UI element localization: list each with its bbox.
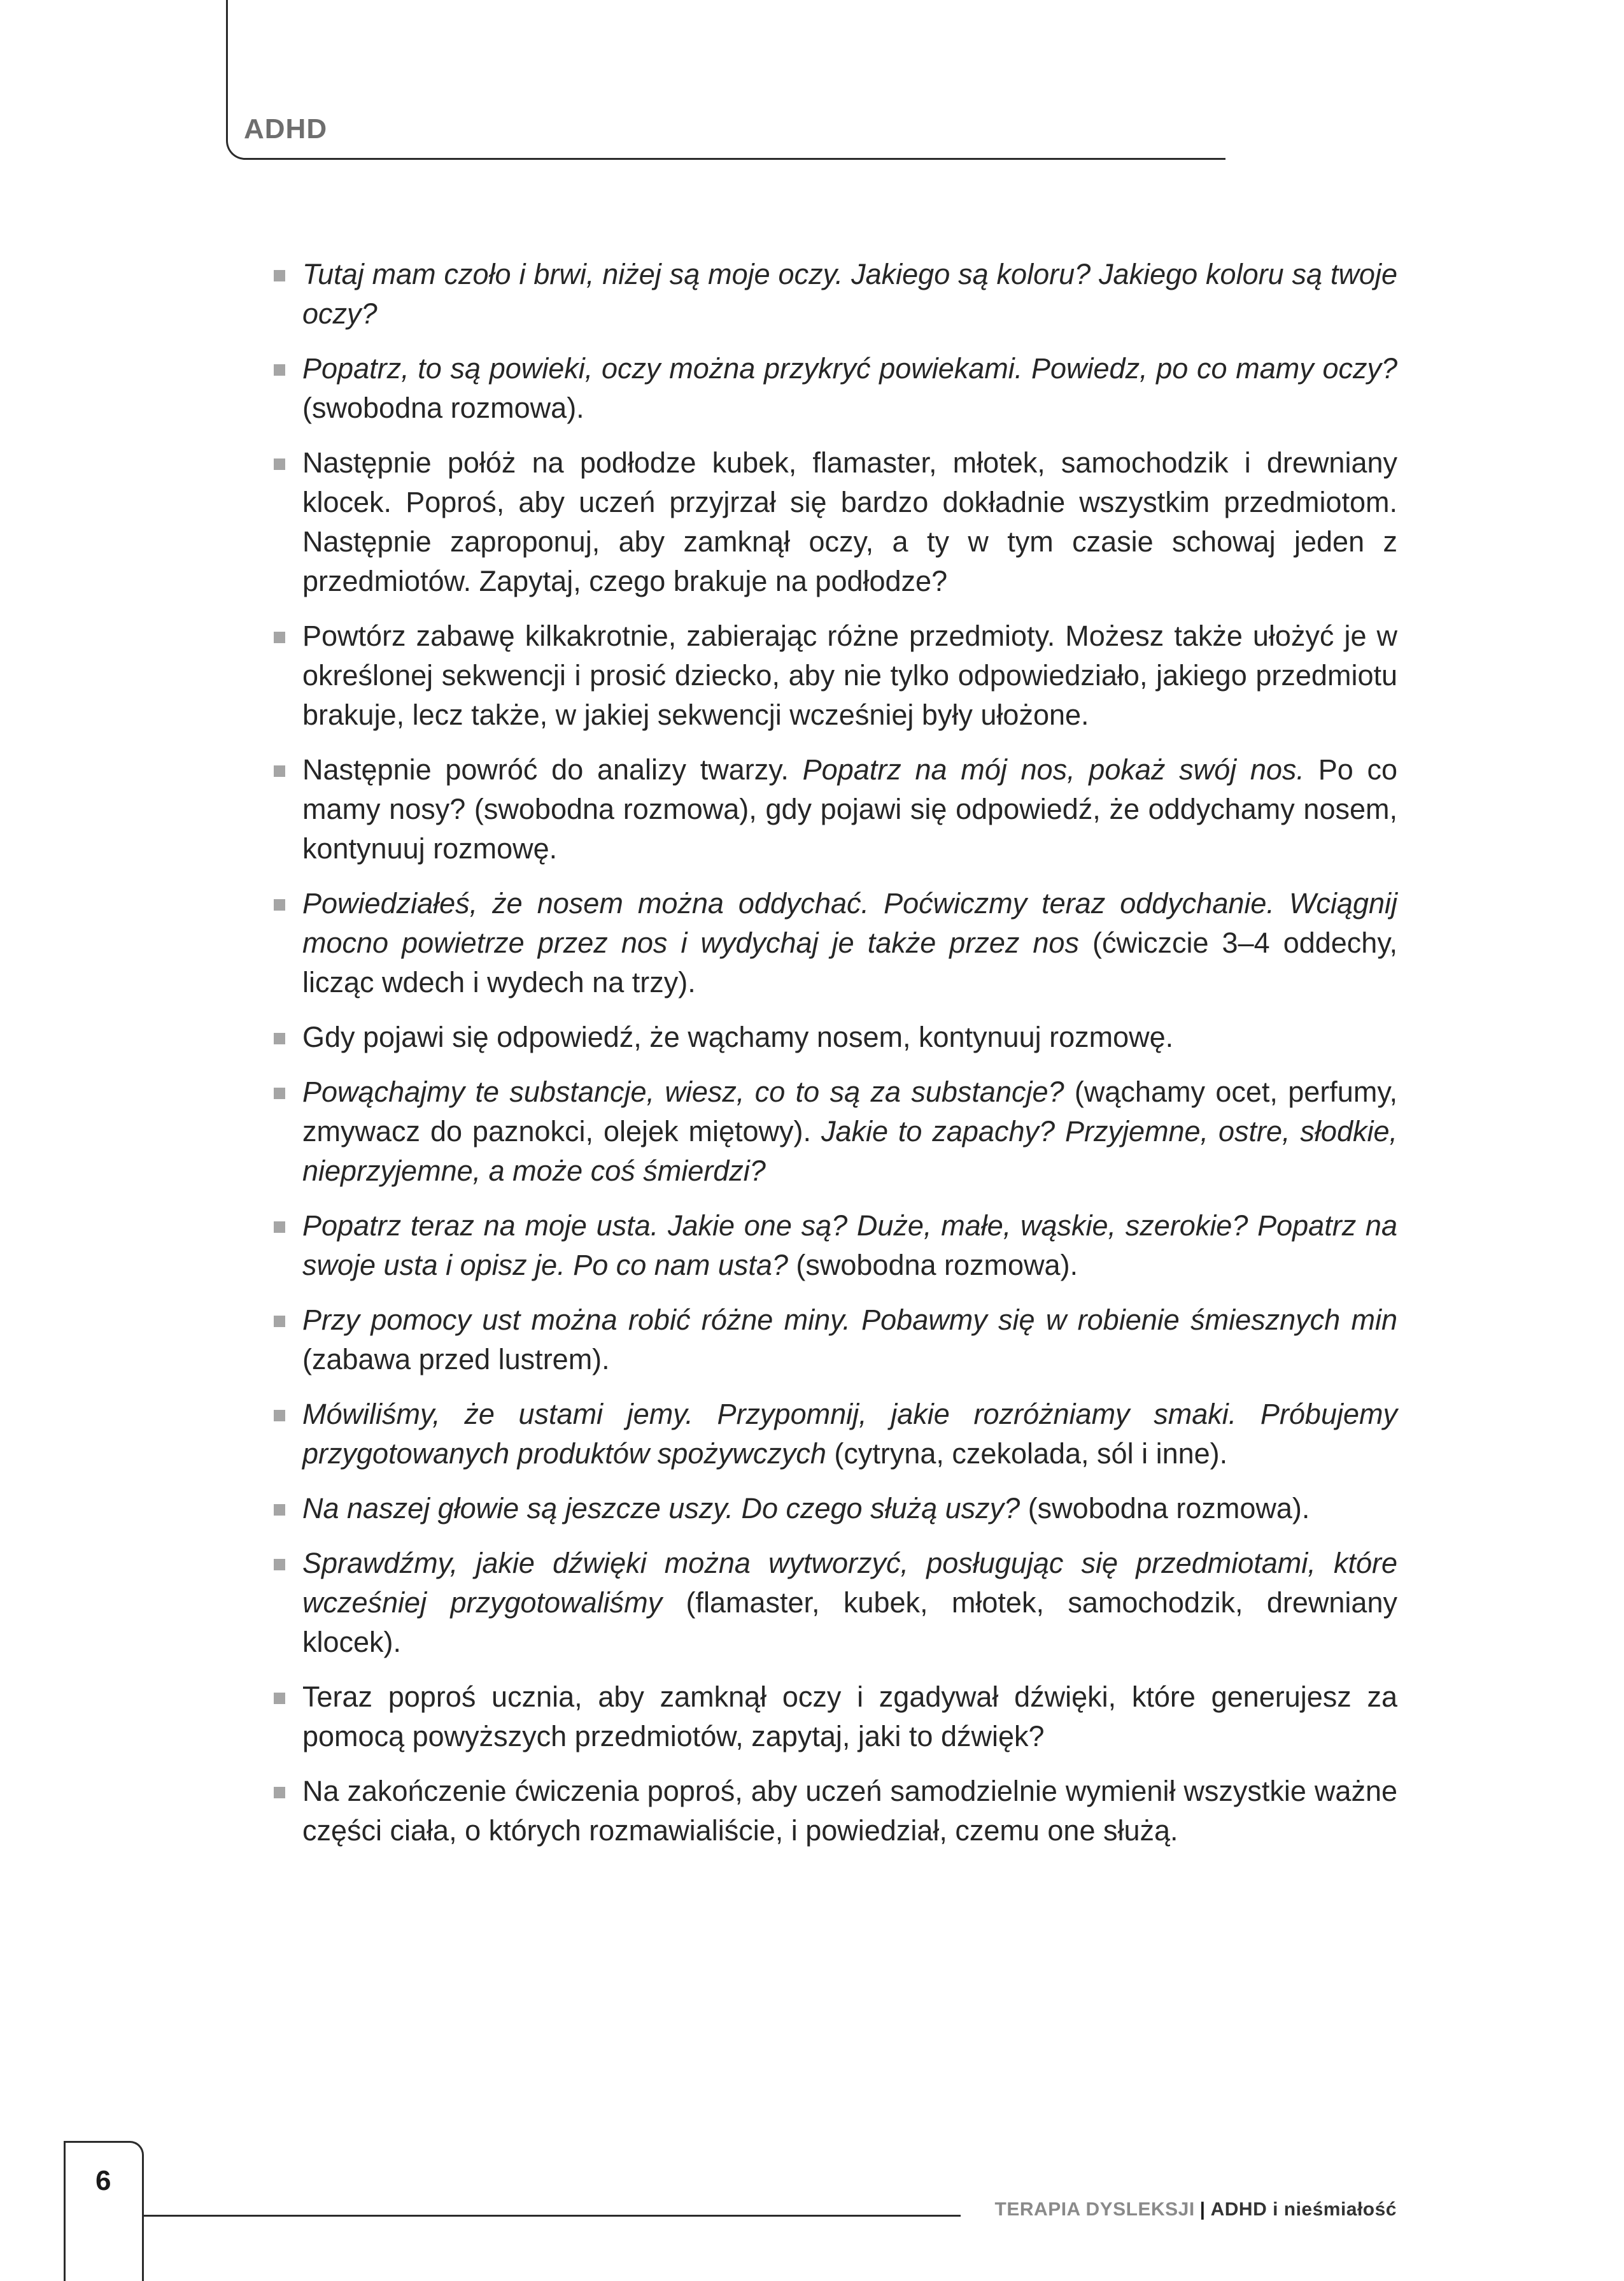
square-bullet-icon (274, 1504, 285, 1516)
list-item (274, 1489, 1397, 1528)
header-frame (226, 0, 1225, 160)
square-bullet-icon (274, 364, 285, 376)
square-bullet-icon (274, 1221, 285, 1233)
italic-text: Powąchajmy te substancje, wiesz, co to są za substancje? (302, 1076, 1064, 1108)
square-bullet-icon (274, 765, 285, 777)
italic-text: Jakie to zapachy? Przyjemne, ostre, słodkie, nieprzyjemne, a może coś śmierdzi? (302, 1115, 1397, 1187)
square-bullet-icon (274, 1410, 285, 1421)
square-bullet-icon (274, 1693, 285, 1704)
list-item (274, 349, 1397, 428)
list-item (274, 1206, 1397, 1285)
list-item (274, 616, 1397, 735)
text: (zabawa przed lustrem). (302, 1343, 610, 1375)
main-content (274, 255, 1397, 1866)
square-bullet-icon (274, 270, 285, 281)
text: (swobodna rozmowa). (302, 392, 584, 424)
text: Gdy pojawi się odpowiedź, że wąchamy nosem, kontynuuj rozmowę. (302, 1021, 1174, 1053)
italic-text: Na naszej głowie są jeszcze uszy. Do czego służą uszy? (302, 1492, 1020, 1524)
italic-text: Popatrz na mój nos, pokaż swój nos. (802, 753, 1304, 786)
list-item (274, 1677, 1397, 1756)
square-bullet-icon (274, 1033, 285, 1044)
page-number-box (64, 2141, 144, 2281)
list-item (274, 1772, 1397, 1851)
italic-text: Popatrz teraz na moje usta. Jakie one są? Duże, małe, wąskie, szerokie? Popatrz na swoje usta i opisz je. Po co nam usta? (302, 1209, 1397, 1281)
italic-text: Powiedziałeś, że nosem można oddychać. Poćwiczmy teraz oddychanie. Wciągnij mocno powietrze przez nos i wydychaj je także przez nos (302, 887, 1397, 959)
italic-text: Mówiliśmy, że ustami jemy. Przypomnij, jakie rozróżniamy smaki. Próbujemy przygotowanych produktów spożywczych (302, 1398, 1397, 1470)
list-item (274, 1395, 1397, 1474)
list-item (274, 1544, 1397, 1662)
list-item (274, 884, 1397, 1002)
text: (flamaster, kubek, młotek, samochodzik, drewniany klocek). (302, 1586, 1397, 1658)
square-bullet-icon (274, 1316, 285, 1327)
footer-book-title: ADHD i nieśmiałość (1210, 2199, 1397, 2220)
footer-series: TERAPIA DYSLEKSJI (994, 2199, 1195, 2220)
square-bullet-icon (274, 458, 285, 470)
list-item (274, 1300, 1397, 1379)
text: (swobodna rozmowa). (787, 1249, 1078, 1281)
footer-separator: | (1199, 2199, 1206, 2220)
square-bullet-icon (274, 1559, 285, 1570)
list-item (274, 443, 1397, 601)
text: Po co mamy nosy? (swobodna rozmowa), gdy pojawi się odpowiedź, że oddychamy nosem, kontynuuj rozmowę. (302, 753, 1397, 865)
text: (swobodna rozmowa). (1020, 1492, 1310, 1524)
text: Na zakończenie ćwiczenia poproś, aby uczeń samodzielnie wymienił wszystkie ważne części ciała, o których rozmawialiście, i powiedział, czemu one służą. (302, 1775, 1397, 1847)
italic-text: Sprawdźmy, jakie dźwięki można wytworzyć, posługując się przedmiotami, które wcześniej przygotowaliśmy (302, 1547, 1397, 1619)
italic-text: Przy pomocy ust można robić różne miny. Pobawmy się w robienie śmiesznych min (302, 1304, 1397, 1336)
list-item (274, 750, 1397, 869)
square-bullet-icon (274, 632, 285, 643)
list-item (274, 255, 1397, 334)
exercise-list (274, 255, 1397, 1851)
text: (ćwiczcie 3–4 oddechy, licząc wdech i wydech na trzy). (302, 927, 1397, 998)
text: Teraz poproś ucznia, aby zamknął oczy i zgadywał dźwięki, które generujesz za pomocą powyższych przedmiotów, zapytaj, jaki to dźwięk? (302, 1681, 1397, 1752)
text: (cytryna, czekolada, sól i inne). (826, 1437, 1228, 1470)
square-bullet-icon (274, 899, 285, 911)
italic-text: Tutaj mam czoło i brwi, niżej są moje oczy. Jakiego są koloru? Jakiego koloru są twoje oczy? (302, 258, 1397, 330)
square-bullet-icon (274, 1088, 285, 1099)
footer-rule (144, 2215, 961, 2217)
text: Następnie powróć do analizy twarzy. (302, 753, 803, 786)
page-number: 6 (95, 2165, 111, 2196)
italic-text: Popatrz, to są powieki, oczy można przykryć powiekami. Powiedz, po co mamy oczy? (302, 352, 1397, 385)
list-item (274, 1072, 1397, 1191)
running-title: ADHD (244, 113, 328, 145)
text: (wąchamy ocet, perfumy, zmywacz do paznokci, olejek miętowy). (302, 1076, 1397, 1148)
text: Następnie połóż na podłodze kubek, flamaster, młotek, samochodzik i drewniany klocek. Poproś, aby uczeń przyjrzał się bardzo dokładnie wszystkim przedmiotom. Następnie zaproponuj, aby zamknął oczy, a ty w tym czasie schowaj jeden z przedmiotów. Zapytaj, czego brakuje na podłodze? (302, 446, 1397, 597)
footer-running-title (995, 2199, 1397, 2221)
list-item (274, 1018, 1397, 1057)
square-bullet-icon (274, 1787, 285, 1798)
text: Powtórz zabawę kilkakrotnie, zabierając różne przedmioty. Możesz także ułożyć je w określonej sekwencji i prosić dziecko, aby nie tylko odpowiedziało, jakiego przedmiotu brakuje, lecz także, w jakiej sekwencji wcześniej były ułożone. (302, 620, 1397, 731)
